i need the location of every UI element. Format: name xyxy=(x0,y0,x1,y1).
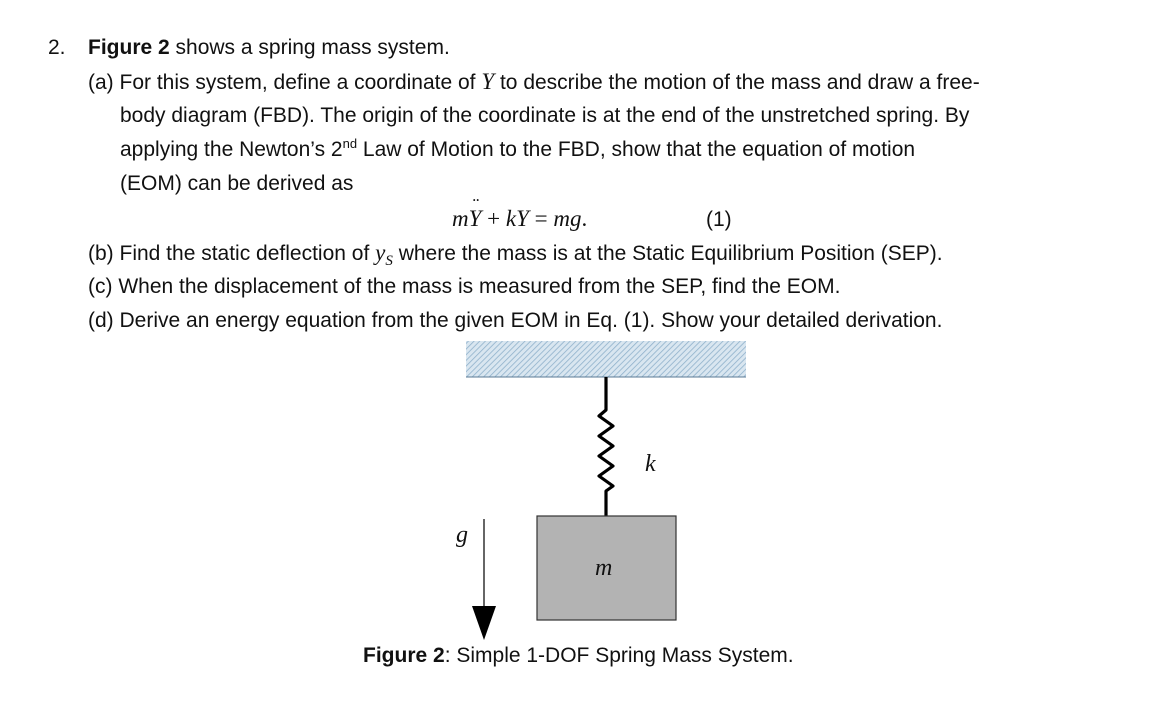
eq-acceleration: ¨ Y xyxy=(469,205,482,233)
spring xyxy=(599,377,613,516)
eq-period: . xyxy=(581,206,588,231)
eq-plus: + xyxy=(481,206,506,231)
part-a-text-start: (a) For this system, define a coordinate of xyxy=(88,71,482,94)
gravity-arrow-head xyxy=(472,606,496,640)
part-c: (c) When the displacement of the mass is measured from the SEP, find the EOM. xyxy=(88,275,841,298)
part-b-text-end: where the mass is at the Static Equilibrium Position (SEP). xyxy=(392,242,943,265)
gravity-label: g xyxy=(456,522,468,548)
caption-figure-number: Figure 2 xyxy=(363,644,445,667)
eq-equals: = xyxy=(528,206,554,231)
static-deflection-subscript: S xyxy=(385,253,393,270)
equation-label: (1) xyxy=(706,208,732,231)
caption-text: : Simple 1-DOF Spring Mass System. xyxy=(444,644,794,667)
figure-reference: Figure 2 xyxy=(88,36,170,59)
part-b-text-start: (b) Find the static deflection of xyxy=(88,242,376,265)
eq-mass: m xyxy=(452,206,469,231)
part-a-line-3-start: applying the Newton’s 2 xyxy=(120,138,343,161)
intro-text: shows a spring mass system. xyxy=(169,36,450,59)
ordinal-superscript: nd xyxy=(342,136,358,151)
part-a-text-end: to describe the motion of the mass and draw a free- xyxy=(494,71,980,94)
spring-constant-label: k xyxy=(645,451,656,477)
part-a-line-3-end: Law of Motion to the FBD, show that the equation of motion xyxy=(357,138,916,161)
part-a-line-2: body diagram (FBD). The origin of the coordinate is at the end of the unstretched spring. By xyxy=(120,104,970,127)
eq-spring-term: kY xyxy=(505,206,529,231)
figure-caption xyxy=(363,644,794,668)
ceiling-support xyxy=(466,341,746,377)
question-number: 2. xyxy=(48,36,66,59)
eq-rhs: mg xyxy=(553,206,582,231)
mass-label: m xyxy=(595,555,613,581)
part-a-line-4: (EOM) can be derived as xyxy=(120,172,354,195)
part-d: (d) Derive an energy equation from the given EOM in Eq. (1). Show your detailed derivation. xyxy=(88,309,943,332)
static-deflection-variable: y xyxy=(375,240,386,265)
coordinate-variable: Y xyxy=(481,69,495,94)
